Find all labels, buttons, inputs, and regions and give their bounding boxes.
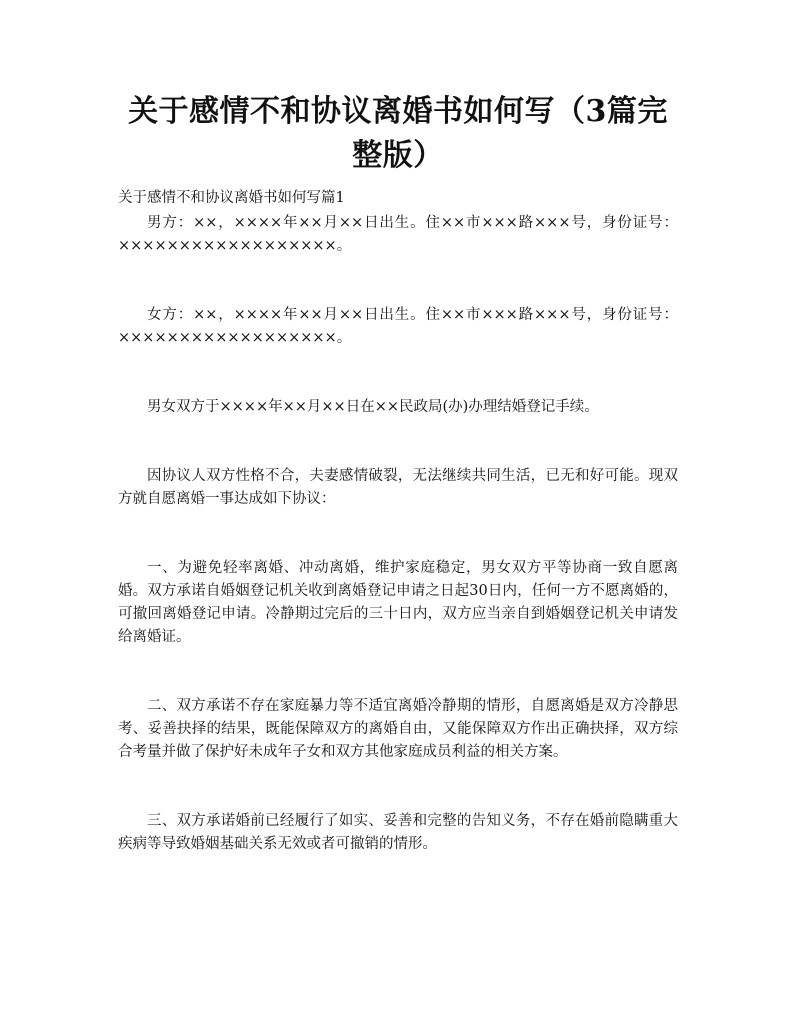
paragraph-wife-info: 女方：××，××××年××月××日出生。住××市×××路×××号，身份证号：××××××××××××××××××。: [118, 307, 678, 346]
document-title: 关于感情不和协议离婚书如何写（3篇完整版）: [128, 94, 668, 173]
document-page: [118, 90, 678, 856]
paragraph-husband-info: 男方：××，××××年××月××日出生。住××市×××路×××号，身份证号：××××××××××××××××××。: [118, 215, 678, 254]
paragraph-clause-3: 三、双方承诺婚前已经履行了如实、妥善和完整的告知义务，不存在婚前隐瞒重大疾病等导致婚姻基础关系无效或者可撤销的情形。: [118, 813, 678, 852]
section-heading: 关于感情不和协议离婚书如何写篇1: [118, 190, 345, 206]
paragraph-divorce-reason: 因协议人双方性格不合，夫妻感情破裂，无法继续共同生活，已无和好可能。现双方就自愿离婚一事达成如下协议：: [118, 468, 678, 507]
paragraph-marriage-registration: 男女双方于××××年××月××日在××民政局(办)办理结婚登记手续。: [147, 399, 599, 415]
paragraph-clause-1: 一、为避免轻率离婚、冲动离婚，维护家庭稳定，男女双方平等协商一致自愿离婚。双方承诺自婚姻登记机关收到离婚登记申请之日起30日内，任何一方不愿离婚的，可撤回离婚登记申请。冷静期过完后的三十日内，双方应当亲自到婚姻登记机关申请发给离婚证。: [118, 560, 678, 645]
paragraph-clause-2: 二、双方承诺不存在家庭暴力等不适宜离婚冷静期的情形，自愿离婚是双方冷静思考、妥善抉择的结果，既能保障双方的离婚自由，又能保障双方作出正确抉择，双方综合考量并做了保护好未成年子女和双方其他家庭成员利益的相关方案。: [118, 698, 678, 760]
